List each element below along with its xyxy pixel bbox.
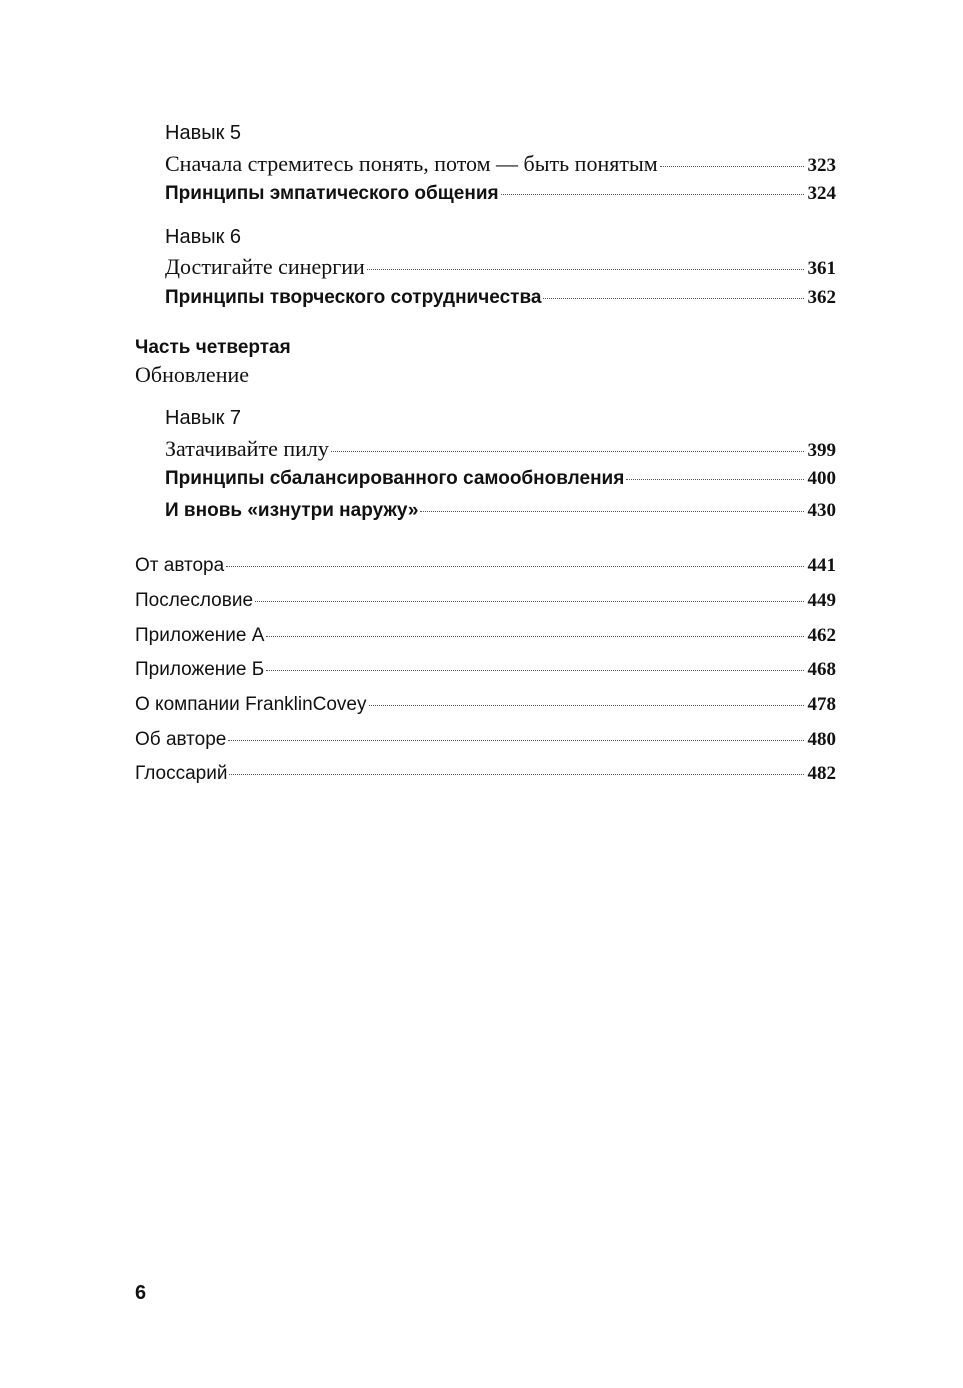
dot-leader [226,565,803,567]
toc-entry-afterword[interactable] [135,590,836,618]
toc-entry-title: О компании FranklinCovey [135,694,367,715]
dot-leader [420,510,803,512]
page-number: 6 [135,1282,147,1304]
toc-entry-habit5-principles[interactable] [165,183,836,211]
toc-entry-title: Об авторе [135,729,227,750]
toc-entry-habit6-principles[interactable] [165,287,836,315]
toc-entry-title: Сначала стремитесь понять, потом — быть понятым [165,151,658,176]
toc-entry-title: От автора [135,555,225,576]
dot-leader [543,297,803,299]
toc-entry-habit7-principles[interactable] [165,468,836,496]
toc-entry-page: 480 [807,729,836,750]
toc-entry-title: Достигайте синергии [165,254,365,279]
toc-entry-glossary[interactable] [135,763,836,791]
toc-entry-page: 478 [807,694,836,715]
toc-entry-page: 324 [807,183,836,204]
dot-leader [255,600,803,602]
toc-entry-page: 361 [807,258,836,279]
dot-leader [228,739,803,741]
toc-entry-about-author[interactable] [135,729,836,757]
dot-leader [369,704,804,706]
dot-leader [660,165,804,167]
toc-entry-page: 430 [807,500,836,521]
toc-entry-habit7-inside-out[interactable] [165,500,836,528]
toc-entry-page: 462 [807,625,836,646]
toc-entry-from-author[interactable] [135,555,836,583]
toc-entry-page: 449 [807,590,836,611]
toc-entry-appendix-b[interactable] [135,659,836,687]
dot-leader [626,478,803,480]
dot-leader [229,773,803,775]
toc-entry-about-company[interactable] [135,694,836,722]
toc-entry-title: Приложение Б [135,659,265,680]
toc-entry-title: Послесловие [135,590,254,611]
dot-leader [367,268,804,270]
toc-entry-page: 441 [807,555,836,576]
toc-entry-title: Глоссарий [135,763,228,784]
toc-entry-page: 482 [807,763,836,784]
habit-7-label: Навык 7 [165,407,241,429]
toc-entry-title: Приложение А [135,625,265,646]
toc-entry-title: Принципы творческого сотрудничества [165,287,542,308]
toc-entry-title: Принципы эмпатического общения [165,183,499,204]
toc-entry-page: 362 [807,287,836,308]
toc-entry-title: Принципы сбалансированного самообновления [165,468,625,489]
toc-entry-page: 399 [807,440,836,461]
habit-6-label: Навык 6 [165,226,241,248]
toc-entry-habit6-main[interactable] [165,254,836,282]
habit-5-label: Навык 5 [165,122,241,144]
part-subtitle: Обновление [135,362,250,387]
dot-leader [331,450,804,452]
toc-entry-habit7-main[interactable] [165,436,836,464]
toc-entry-title: Затачивайте пилу [165,436,329,461]
toc-entry-appendix-a[interactable] [135,625,836,653]
dot-leader [501,193,804,195]
toc-entry-page: 468 [807,659,836,680]
dot-leader [266,635,803,637]
toc-entry-title: И вновь «изнутри наружу» [165,500,419,521]
dot-leader [266,669,803,671]
part-heading: Часть четвертая [135,337,291,358]
toc-entry-habit5-main[interactable] [165,151,836,179]
toc-entry-page: 323 [807,155,836,176]
toc-entry-page: 400 [807,468,836,489]
